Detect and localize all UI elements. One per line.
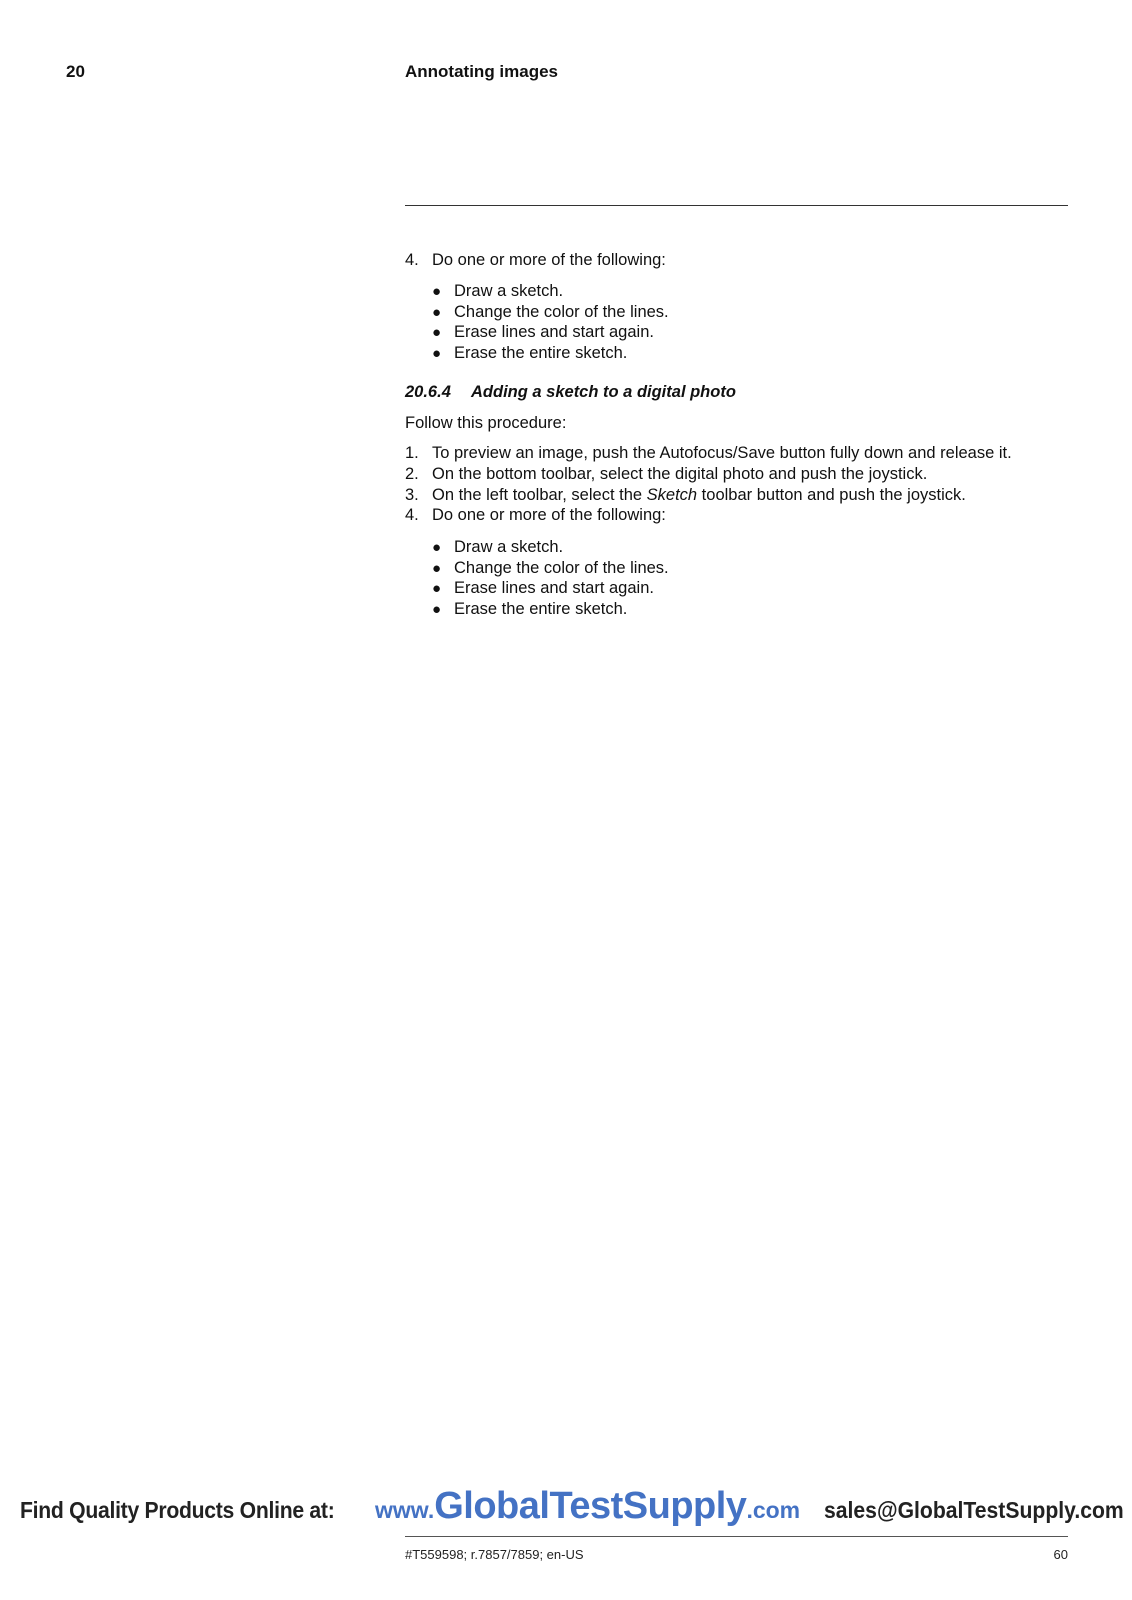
bullet-icon: ● <box>432 324 442 341</box>
numbered-step <box>405 443 1012 464</box>
bullet-icon: ● <box>432 560 442 577</box>
step-text: Do one or more of the following: <box>432 251 666 269</box>
step-number: 4. <box>405 506 419 524</box>
footer-divider <box>405 1536 1068 1537</box>
promo-email-link[interactable]: sales@GlobalTestSupply.com <box>824 1497 1124 1523</box>
numbered-step <box>405 250 666 271</box>
bullet-item <box>432 599 627 620</box>
bullet-item <box>432 322 654 343</box>
bullet-text: Erase the entire sketch. <box>454 344 628 362</box>
section-heading <box>405 382 736 403</box>
section-intro: Follow this procedure: <box>405 414 567 432</box>
bullet-text: Erase lines and start again. <box>454 579 654 597</box>
step-number: 2. <box>405 465 419 483</box>
url-suffix: .com <box>746 1497 801 1523</box>
promo-tagline: Find Quality Products Online at: <box>20 1497 335 1523</box>
step-text-italic: Sketch <box>646 486 698 504</box>
bullet-text: Change the color of the lines. <box>454 559 669 577</box>
section-title: Adding a sketch to a digital photo <box>471 383 736 401</box>
header-divider <box>405 205 1068 206</box>
document-reference: #T559598; r.7857/7859; en-US <box>405 1547 584 1562</box>
bullet-icon: ● <box>432 539 442 556</box>
bullet-icon: ● <box>432 601 442 618</box>
numbered-step <box>405 464 927 485</box>
bullet-text: Change the color of the lines. <box>454 303 669 321</box>
numbered-step <box>405 485 966 506</box>
url-main: GlobalTestSupply <box>434 1485 747 1527</box>
bullet-text: Erase lines and start again. <box>454 323 654 341</box>
url-prefix: www. <box>375 1497 435 1523</box>
step-text: To preview an image, push the Autofocus/Save button fully down and release it. <box>432 444 1012 462</box>
bullet-item <box>432 281 563 302</box>
step-number: 1. <box>405 444 419 462</box>
promo-website-link[interactable] <box>375 1485 800 1528</box>
step-text: Do one or more of the following: <box>432 506 666 524</box>
bullet-text: Draw a sketch. <box>454 282 564 300</box>
step-number: 4. <box>405 251 419 269</box>
step-number: 3. <box>405 486 419 504</box>
bullet-icon: ● <box>432 345 442 362</box>
bullet-item <box>432 578 654 599</box>
bullet-item <box>432 302 669 323</box>
bullet-icon: ● <box>432 283 442 300</box>
step-text-pre: On the left toolbar, select the <box>432 486 647 504</box>
bullet-item <box>432 343 627 364</box>
bullet-item <box>432 537 563 558</box>
bullet-item <box>432 558 669 579</box>
bullet-icon: ● <box>432 580 442 597</box>
numbered-step <box>405 505 666 526</box>
chapter-number: 20 <box>66 62 85 81</box>
page-number: 60 <box>1053 1547 1068 1562</box>
step-text-post: toolbar button and push the joystick. <box>697 486 966 504</box>
step-text: On the bottom toolbar, select the digital photo and push the joystick. <box>432 465 928 483</box>
section-number: 20.6.4 <box>405 383 451 401</box>
bullet-text: Erase the entire sketch. <box>454 600 628 618</box>
bullet-text: Draw a sketch. <box>454 538 564 556</box>
bullet-icon: ● <box>432 304 442 321</box>
chapter-title: Annotating images <box>405 62 559 81</box>
